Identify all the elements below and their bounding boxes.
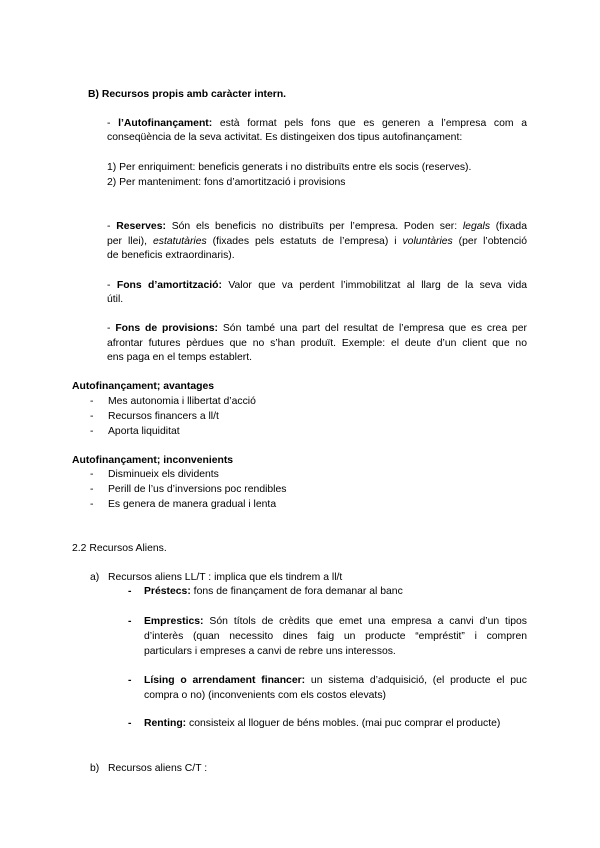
- lising-line-1: [144, 674, 527, 687]
- lising-text-1: un sistema d’adquisició, (el producte el puc: [305, 675, 527, 686]
- prov-line-2: afrontar futures pèrdues que no s’han produït. Exemple: el deute d’un client que no: [107, 338, 527, 349]
- reserves-text-1: Són els beneficis no distribuïts per l’empresa. Poden ser:: [165, 221, 463, 232]
- dash: -: [128, 718, 132, 729]
- prov-text-1: Són també una part del resultat de l’empresa que es crea per: [218, 323, 527, 334]
- lising-line-2: compra o no) (inconvenients com els costos elevats): [144, 690, 386, 701]
- prov-label: Fons de provisions:: [115, 323, 218, 334]
- list-item: - Aporta liquiditat: [90, 426, 180, 437]
- dash: -: [128, 675, 132, 686]
- list-item: - Es genera de manera gradual i lenta: [90, 499, 277, 510]
- list-item-text: Recursos financers a ll/t: [108, 411, 219, 422]
- item-a-marker: a): [90, 572, 100, 583]
- autofin-line-1: - l’Autofinançament: està format pels fons que es generen a l’empresa com a: [107, 118, 527, 129]
- dash: -: [128, 586, 132, 597]
- autofin-type-1: 1) Per enriquiment: beneficis generats i no distribuïts entre els socis (reserves).: [107, 162, 472, 173]
- renting-label: Renting:: [144, 718, 187, 729]
- list-item: - Perill de l’us d’inversions poc rendibles: [90, 484, 287, 495]
- section-22-heading: 2.2 Recursos Aliens.: [72, 543, 167, 554]
- dash: -: [128, 616, 132, 627]
- prestecs-line: [144, 585, 403, 598]
- list-item-text: Disminueix els dividents: [108, 469, 219, 480]
- autofin-label: l’Autofinançament:: [118, 118, 213, 129]
- list-item: - Disminueix els dividents: [90, 469, 219, 480]
- prestecs-text: fons de finançament de fora demanar al banc: [190, 586, 403, 597]
- avantatges-heading: Autofinançament; avantages: [72, 381, 215, 392]
- amort-label: Fons d’amortització:: [116, 280, 222, 291]
- reserves-text-2c: (per l’obtenció: [452, 236, 527, 247]
- reserves-estatutaries: estatutàries: [152, 236, 207, 247]
- item-b-text: Recursos aliens C/T :: [108, 763, 208, 774]
- item-b-marker: b): [90, 763, 100, 774]
- emprestits-label: Emprestics:: [144, 616, 204, 627]
- list-item-text: Perill de l’us d’inversions poc rendibles: [108, 484, 287, 495]
- list-item: - Mes autonomia i llibertat d’acció: [90, 396, 256, 407]
- reserves-voluntaries: voluntàries: [402, 236, 453, 247]
- renting-line: [144, 717, 500, 730]
- renting-text: consisteix al lloguer de béns mobles. (mai puc comprar el producte): [186, 718, 501, 729]
- prestecs-label: Préstecs:: [144, 586, 191, 597]
- autofin-line-2: conseqüència de la seva activitat. Es distingeixen dos tipus autofinançament:: [107, 132, 463, 143]
- reserves-text-1b: (fixada: [490, 221, 527, 232]
- autofin-text-1: està format pels fons que es generen a l’empresa com a: [212, 118, 527, 129]
- emprestits-text-1: Són títols de crèdits que emet una empresa a canvi d’un tipos: [203, 616, 527, 627]
- reserves-line-2: [107, 235, 527, 248]
- list-item: - Recursos financers a ll/t: [90, 411, 219, 422]
- amort-line-1: - Fons d’amortització: Valor que va perdent l’immobilitzat al llarg de la seva vida: [107, 280, 527, 291]
- emprestits-line-2: d’interès (quan necessito dines faig un producte “empréstit” i compren: [144, 631, 527, 642]
- list-item-text: Aporta liquiditat: [108, 426, 180, 437]
- reserves-legals: legals: [462, 221, 491, 232]
- section-b-heading: B) Recursos propis amb caràcter intern.: [88, 89, 287, 100]
- list-item-text: Es genera de manera gradual i lenta: [108, 499, 277, 510]
- reserves-line-1: - Reserves: Són els beneficis no distribuïts per l’empresa. Poden ser: legals (fixada: [107, 221, 527, 232]
- inconvenients-heading: Autofinançament; inconvenients: [72, 455, 234, 466]
- item-a-text: Recursos aliens LL/T : implica que els tindrem a ll/t: [108, 572, 343, 583]
- emprestits-line-1: [144, 615, 527, 628]
- reserves-line-3: de beneficis extraordinaris).: [107, 250, 235, 261]
- autofin-type-2: 2) Per manteniment: fons d’amortització i provisions: [107, 177, 346, 188]
- prov-line-1: - Fons de provisions: Són també una part del resultat de l’empresa que es crea per: [107, 323, 527, 334]
- lising-label: Lísing o arrendament financer:: [144, 675, 306, 686]
- emprestits-line-3: particulars i empreses a canvi de rebre uns interessos.: [144, 646, 396, 657]
- reserves-text-2b: (fixades pels estatuts de l’empresa) i: [206, 236, 403, 247]
- prov-line-3: ens paga en el temps establert.: [107, 352, 252, 363]
- reserves-text-2a: per llei),: [107, 236, 153, 247]
- amort-text-1: Valor que va perdent l’immobilitzat al llarg de la seva vida: [221, 280, 527, 291]
- reserves-label: Reserves:: [116, 221, 166, 232]
- amort-line-2: útil.: [107, 294, 124, 305]
- list-item-text: Mes autonomia i llibertat d’acció: [108, 396, 256, 407]
